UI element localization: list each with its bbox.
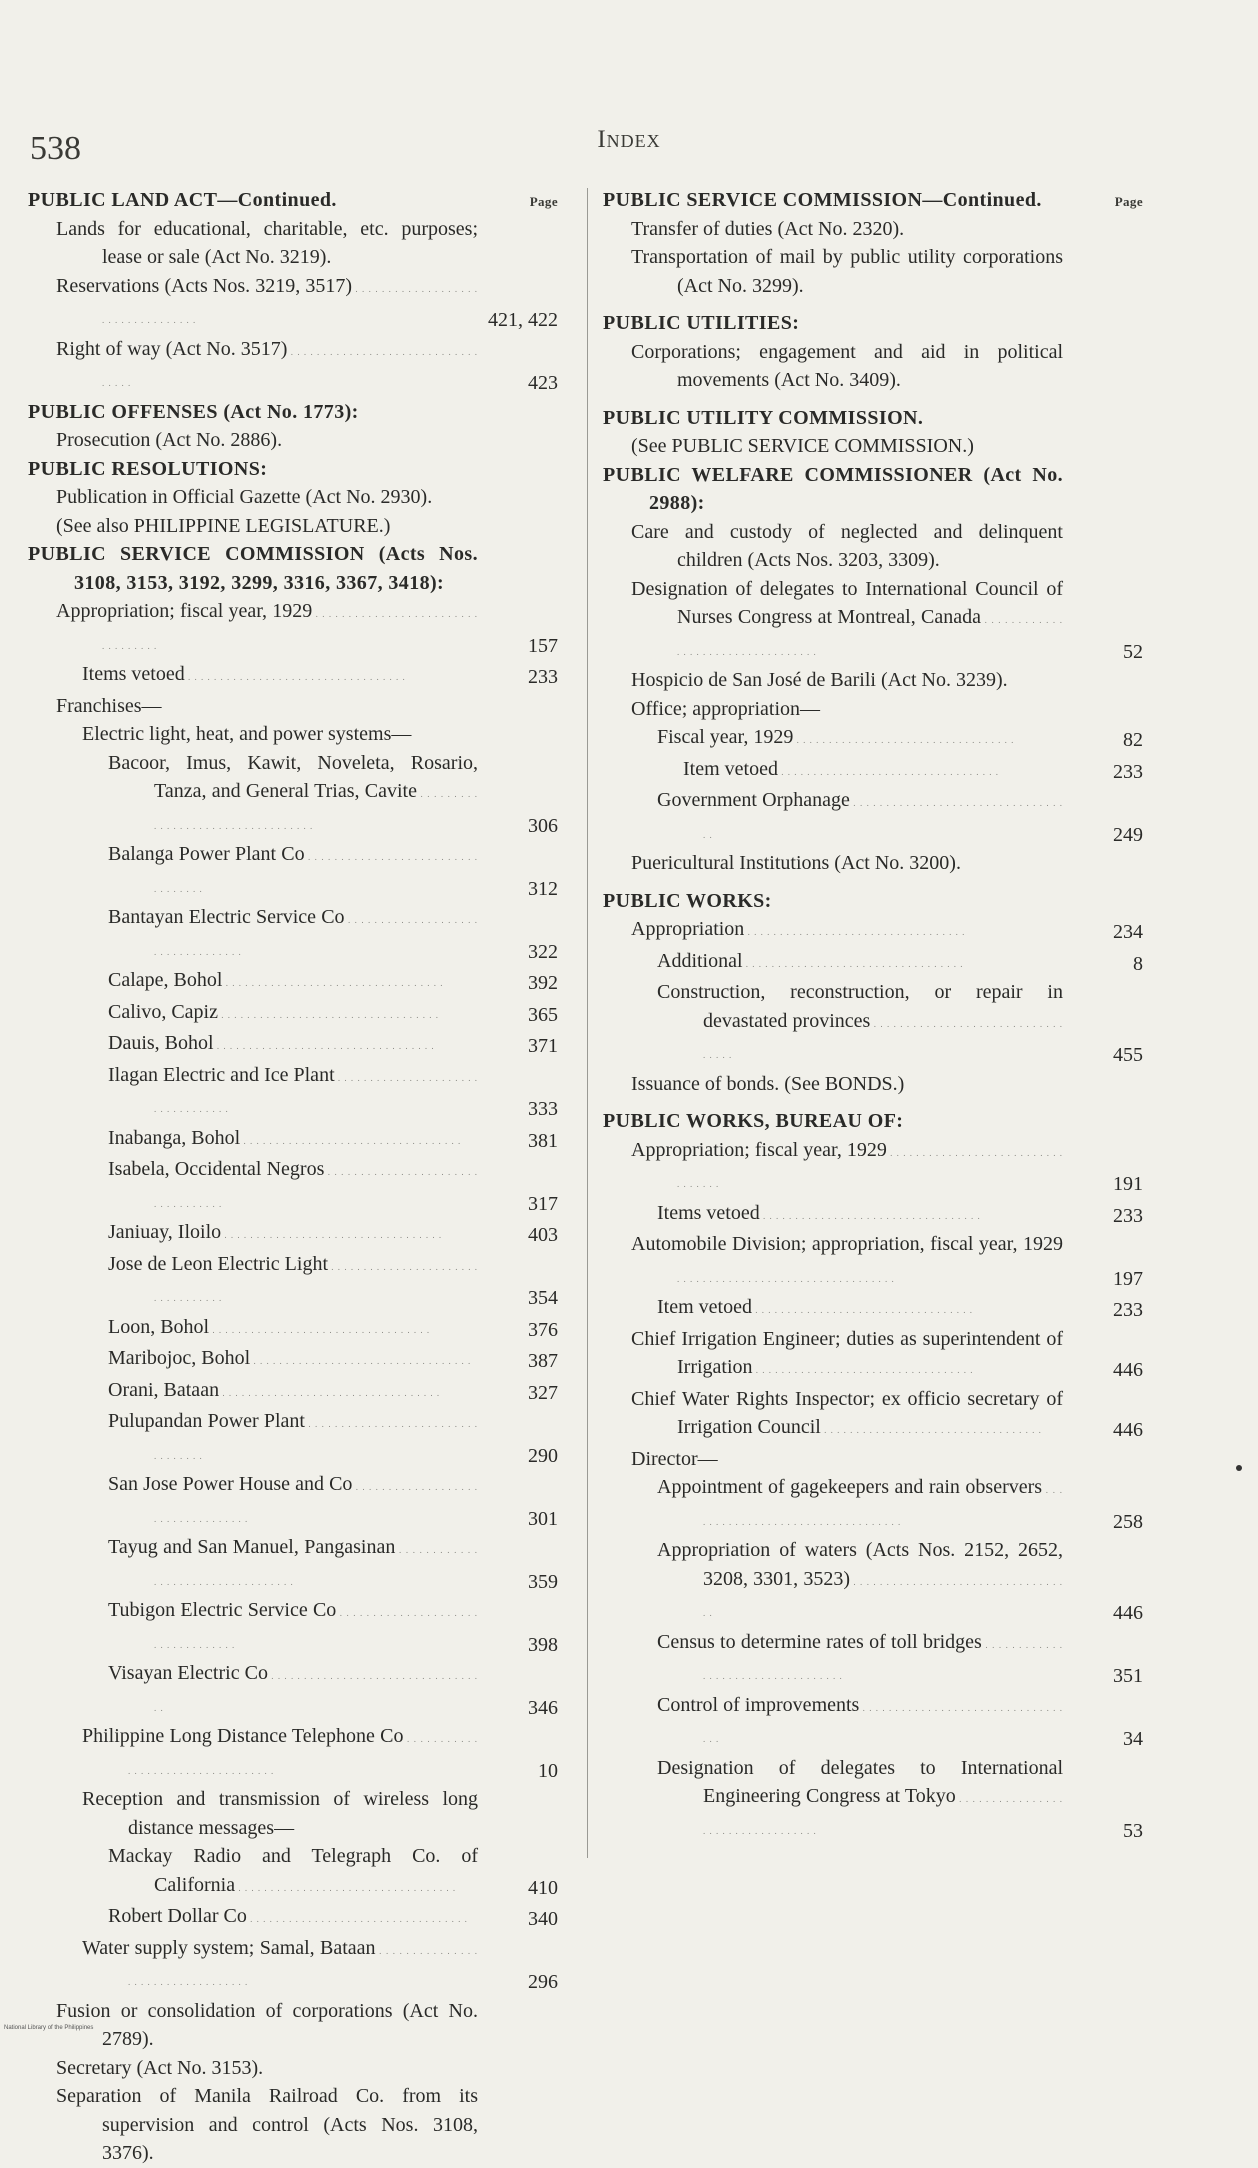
entry-text: Appointment of gagekeepers and rain observers: [657, 1476, 1043, 1498]
entry-text: PUBLIC OFFENSES (Act No. 1773):: [28, 400, 359, 423]
index-entry: [30, 1407, 558, 1470]
entry-text: Isabela, Occidental Negros: [108, 1158, 325, 1180]
entry-text: Balanga Power Plant Co: [108, 843, 305, 865]
entry-text: Appropriation of waters (Acts Nos. 2152, 2652, 3208, 3301, 3523): [657, 1539, 1063, 1590]
index-entry: [30, 660, 558, 692]
entry-page-ref: 233: [528, 666, 558, 688]
entry-text: Items vetoed: [82, 663, 185, 685]
index-entry: [30, 1218, 558, 1250]
index-entry: [30, 1596, 558, 1659]
entry-page-ref: 157: [528, 634, 558, 657]
entry-page-ref: 455: [1113, 1044, 1143, 1066]
entry-page-ref: 421, 422: [488, 309, 558, 331]
index-entry: [30, 597, 558, 660]
entry-text: Tubigon Electric Service Co: [108, 1599, 337, 1621]
index-heading: [605, 461, 1143, 518]
index-entry: [30, 335, 558, 398]
entry-page-ref: 446: [1113, 1359, 1143, 1381]
index-entry: [30, 1934, 558, 1997]
entry-text: Corporations; engagement and aid in political movements (Act No. 3409).: [631, 340, 1063, 391]
page-column-label: Page: [529, 194, 558, 209]
entry-text: PUBLIC RESOLUTIONS:: [28, 457, 268, 480]
entry-text: Census to determine rates of toll bridges: [657, 1630, 982, 1653]
index-entry: [30, 1124, 558, 1156]
entry-text: Ilagan Electric and Ice Plant: [108, 1063, 335, 1086]
index-entry: [30, 215, 558, 272]
entry-page-ref: 233: [1113, 760, 1143, 783]
entry-text: Issuance of bonds. (See BONDS.): [631, 1072, 905, 1095]
entry-page-ref: 327: [528, 1381, 558, 1404]
entry-text: Appropriation: [631, 918, 745, 940]
entry-text: PUBLIC UTILITY COMMISSION.: [603, 406, 924, 429]
index-entry: [30, 272, 558, 335]
dot-leader: [778, 758, 999, 780]
entry-text: (See also PHILIPPINE LEGISLATURE.): [56, 514, 391, 537]
entry-page-ref: 191: [1113, 1173, 1143, 1195]
entry-text: Chief Water Rights Inspector; ex officio secretary of Irrigation Council: [631, 1387, 1063, 1438]
entry-text: PUBLIC WELFARE COMMISSIONER (Act No. 2988):: [603, 463, 1063, 514]
entry-text: Separation of Manila Railroad Co. from its supervision and control (Acts Nos. 3108, 3376).: [56, 2085, 478, 2164]
entry-text: Director—: [631, 1447, 718, 1470]
index-entry: [30, 840, 558, 903]
entry-text: Dauis, Bohol: [108, 1032, 214, 1054]
index-entry: [605, 849, 1143, 878]
entry-text: Philippine Long Distance Telephone Co: [82, 1725, 404, 1747]
index-entry: [605, 338, 1143, 395]
index-entry: [605, 1070, 1143, 1099]
entry-text: Orani, Bataan: [108, 1378, 220, 1401]
index-entry: [605, 1473, 1143, 1536]
index-entry: [605, 978, 1143, 1070]
entry-page-ref: 296: [528, 1971, 558, 1993]
index-entry: [605, 1445, 1143, 1474]
entry-text: Office; appropriation—: [631, 697, 821, 720]
index-entry: [30, 1313, 558, 1345]
entry-text: Transfer of duties (Act No. 2320).: [631, 217, 905, 240]
dot-leader: [185, 663, 406, 685]
entry-page-ref: 306: [528, 814, 558, 837]
index-entry: [30, 2054, 558, 2083]
entry-text: Items vetoed: [657, 1201, 760, 1224]
index-entry: [605, 1628, 1143, 1691]
entry-text: PUBLIC SERVICE COMMISSION—Continued.: [603, 189, 1042, 211]
index-entry: [605, 1325, 1143, 1385]
entry-text: Bacoor, Imus, Kawit, Noveleta, Rosario, Tanza, and General Trias, Cavite: [108, 751, 478, 802]
entry-text: Item vetoed: [683, 757, 778, 780]
entry-text: PUBLIC WORKS, BUREAU OF:: [603, 1110, 904, 1132]
entry-page-ref: 34: [1123, 1728, 1143, 1750]
index-entry: [605, 1230, 1143, 1293]
index-entry: [30, 1029, 558, 1061]
index-entry: [605, 1536, 1143, 1628]
entry-page-ref: 346: [528, 1696, 558, 1719]
index-entry: [30, 1470, 558, 1533]
index-entry: [605, 947, 1143, 979]
entry-page-ref: 53: [1123, 1819, 1143, 1842]
footer-credit: National Library of the Philippines: [4, 2025, 94, 2031]
entry-page-ref: 403: [528, 1224, 558, 1246]
entry-page-ref: 387: [528, 1350, 558, 1372]
index-entry: [30, 512, 558, 541]
entry-page-ref: 8: [1133, 952, 1143, 975]
entry-text: Reservations (Acts Nos. 3219, 3517): [56, 274, 353, 297]
entry-page-ref: 365: [528, 1003, 558, 1026]
entry-text: Lands for educational, charitable, etc. purposes; lease or sale (Act No. 3219).: [56, 217, 478, 268]
index-column-right: [605, 186, 1143, 1845]
entry-text: Chief Irrigation Engineer; duties as superintendent of Irrigation: [631, 1327, 1063, 1378]
entry-text: Franchises—: [56, 694, 162, 717]
entry-text: Appropriation; fiscal year, 1929: [631, 1138, 887, 1161]
index-entry: [30, 1061, 558, 1124]
dot-leader: [753, 1356, 974, 1378]
index-heading: [30, 398, 558, 427]
index-entry: [30, 966, 558, 998]
index-heading: [30, 540, 558, 597]
dot-leader: [235, 1874, 456, 1896]
scan-speck: [1236, 1465, 1242, 1471]
entry-text: Designation of delegates to International Council of Nurses Congress at Montreal, Canada: [631, 577, 1063, 628]
dot-leader: [743, 950, 964, 972]
dot-leader: [214, 1032, 435, 1054]
index-entry: [605, 755, 1143, 787]
entry-text: Control of improvements: [657, 1693, 860, 1716]
column-divider: [587, 188, 588, 1858]
index-entry: [30, 1344, 558, 1376]
index-entry: [30, 1997, 558, 2054]
entry-page-ref: 312: [528, 877, 558, 900]
index-entry: [30, 903, 558, 966]
index-entry: [605, 1293, 1143, 1325]
entry-page-ref: 354: [528, 1287, 558, 1309]
entry-text: (See PUBLIC SERVICE COMMISSION.): [631, 435, 974, 457]
entry-text: Item vetoed: [657, 1296, 752, 1318]
entry-page-ref: 52: [1123, 640, 1143, 663]
index-entry: [605, 215, 1143, 244]
entry-text: Prosecution (Act No. 2886).: [56, 429, 283, 451]
entry-page-ref: 82: [1123, 729, 1143, 751]
index-entry: [605, 1136, 1143, 1199]
entry-text: Water supply system; Samal, Bataan: [82, 1936, 376, 1959]
entry-text: Calape, Bohol: [108, 969, 223, 991]
entry-page-ref: 333: [528, 1098, 558, 1120]
entry-text: PUBLIC SERVICE COMMISSION (Acts Nos. 3108, 3153, 3192, 3299, 3316, 3367, 3418):: [28, 543, 478, 594]
index-entry: [30, 1659, 558, 1722]
index-entry: [605, 243, 1143, 300]
entry-text: Visayan Electric Co: [108, 1662, 268, 1684]
entry-page-ref: 376: [528, 1318, 558, 1341]
entry-page-ref: 258: [1113, 1510, 1143, 1533]
dot-leader: [219, 1379, 440, 1401]
entry-text: PUBLIC LAND ACT—Continued.: [28, 189, 337, 211]
entry-text: Janiuay, Iloilo: [108, 1221, 222, 1243]
running-head: Index: [597, 126, 661, 153]
entry-text: Publication in Official Gazette (Act No. 2930).: [56, 486, 433, 508]
entry-page-ref: 234: [1113, 921, 1143, 943]
entry-text: Jose de Leon Electric Light: [108, 1252, 329, 1275]
index-entry: [605, 575, 1143, 667]
entry-text: Designation of delegates to International Engineering Congress at Tokyo: [657, 1756, 1063, 1807]
dot-leader: [240, 1127, 461, 1149]
entry-text: Transportation of mail by public utility corporations (Act No. 3299).: [631, 246, 1063, 297]
dot-leader: [821, 1416, 1042, 1438]
entry-text: Government Orphanage: [657, 789, 850, 811]
index-entry: [30, 1250, 558, 1313]
index-entry: [30, 1155, 558, 1218]
index-entry: [605, 518, 1143, 575]
index-entry: [30, 2082, 558, 2168]
entry-page-ref: 233: [1113, 1204, 1143, 1227]
index-heading: [30, 455, 558, 484]
entry-page-ref: 392: [528, 972, 558, 994]
dot-leader: [677, 1265, 895, 1287]
index-heading: [605, 404, 1143, 433]
entry-text: Automobile Division; appropriation, fiscal year, 1929: [631, 1233, 1063, 1255]
index-entry: [30, 998, 558, 1030]
index-entry: [605, 1385, 1143, 1445]
entry-text: Inabanga, Bohol: [108, 1126, 241, 1149]
entry-page-ref: 322: [528, 940, 558, 963]
index-entry: [30, 483, 558, 512]
index-entry: [605, 666, 1143, 695]
index-entry: [605, 915, 1143, 947]
dot-leader: [221, 1221, 442, 1243]
entry-page-ref: 290: [528, 1444, 558, 1467]
index-entry: [605, 1199, 1143, 1231]
entry-page-ref: 446: [1113, 1602, 1143, 1624]
index-entry: [30, 720, 558, 749]
entry-text: Right of way (Act No. 3517): [56, 337, 288, 360]
entry-page-ref: 249: [1113, 823, 1143, 846]
dot-leader: [209, 1316, 430, 1338]
entry-page-ref: 301: [528, 1507, 558, 1530]
dot-leader: [760, 1202, 981, 1224]
index-entry: [30, 1533, 558, 1596]
index-entry: [30, 1902, 558, 1934]
page-column-label: Page: [1114, 194, 1143, 209]
entry-text: San Jose Power House and Co: [108, 1473, 353, 1495]
entry-text: Bantayan Electric Service Co: [108, 906, 345, 928]
entry-page-ref: 381: [528, 1129, 558, 1152]
entry-text: Fusion or consolidation of corporations (Act No. 2789).: [56, 1999, 478, 2050]
entry-page-ref: 233: [1113, 1299, 1143, 1321]
entry-text: Fiscal year, 1929: [657, 726, 794, 748]
index-entry: [605, 1754, 1143, 1846]
index-entry: [30, 426, 558, 455]
index-entry: [605, 786, 1143, 849]
entry-text: Tayug and San Manuel, Pangasinan: [108, 1536, 396, 1558]
index-entry: [30, 692, 558, 721]
entry-text: Loon, Bohol: [108, 1315, 210, 1338]
entry-text: Construction, reconstruction, or repair in devastated provinces: [657, 981, 1063, 1032]
index-heading: [605, 309, 1143, 338]
entry-text: Electric light, heat, and power systems—: [82, 723, 412, 745]
entry-text: Puericultural Institutions (Act No. 3200).: [631, 852, 961, 874]
dot-leader: [250, 1347, 471, 1369]
index-entry: [605, 432, 1143, 461]
index-heading: [605, 186, 1143, 215]
entry-text: Reception and transmission of wireless long distance messages—: [82, 1788, 478, 1839]
index-entry: [30, 1785, 558, 1842]
entry-page-ref: 10: [538, 1759, 558, 1782]
entry-page-ref: 340: [528, 1908, 558, 1930]
entry-page-ref: 317: [528, 1192, 558, 1215]
entry-page-ref: 398: [528, 1633, 558, 1656]
entry-text: Hospicio de San José de Barili (Act No. 3239).: [631, 669, 1008, 691]
index-entry: [605, 695, 1143, 724]
dot-leader: [218, 1001, 439, 1023]
index-entry: [30, 1722, 558, 1785]
index-heading: [605, 1107, 1143, 1136]
index-entry: [30, 749, 558, 841]
entry-text: Appropriation; fiscal year, 1929: [56, 600, 313, 622]
index-entry: [605, 723, 1143, 755]
dot-leader: [222, 969, 443, 991]
entry-text: Care and custody of neglected and delinquent children (Acts Nos. 3203, 3309).: [631, 520, 1063, 571]
index-entry: [30, 1376, 558, 1408]
index-entry: [30, 1842, 558, 1902]
entry-page-ref: 359: [528, 1570, 558, 1593]
entry-text: Secretary (Act No. 3153).: [56, 2056, 264, 2079]
entry-page-ref: 410: [528, 1876, 558, 1899]
dot-leader: [247, 1905, 468, 1927]
entry-text: Maribojoc, Bohol: [108, 1347, 251, 1369]
entry-page-ref: 371: [528, 1035, 558, 1057]
dot-leader: [793, 726, 1014, 748]
dot-leader: [744, 918, 965, 940]
entry-text: PUBLIC UTILITIES:: [603, 312, 800, 334]
index-heading: [30, 186, 558, 215]
entry-page-ref: 197: [1113, 1267, 1143, 1290]
index-column-left: [30, 186, 558, 2168]
entry-text: Pulupandan Power Plant: [108, 1410, 305, 1432]
entry-text: Mackay Radio and Telegraph Co. of California: [108, 1845, 478, 1896]
page-number: 538: [30, 130, 81, 167]
entry-text: Additional: [657, 949, 743, 972]
index-entry: [605, 1691, 1143, 1754]
entry-text: PUBLIC WORKS:: [603, 889, 772, 912]
entry-text: Calivo, Capiz: [108, 1000, 218, 1023]
index-heading: [605, 887, 1143, 916]
entry-page-ref: 446: [1113, 1419, 1143, 1441]
dot-leader: [752, 1296, 973, 1318]
entry-text: Robert Dollar Co: [108, 1905, 247, 1927]
entry-page-ref: 423: [528, 372, 558, 394]
entry-page-ref: 351: [1113, 1665, 1143, 1687]
